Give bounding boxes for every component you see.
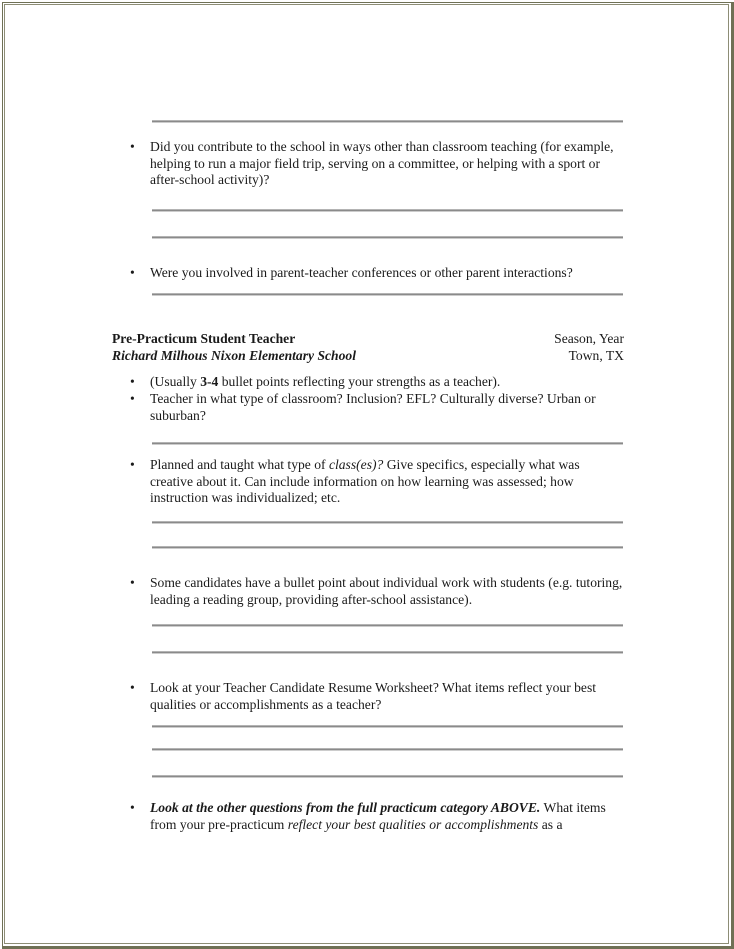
list-item-text: Were you involved in parent-teacher conferences or other parent interactions?	[150, 264, 573, 280]
bullet-icon: •	[130, 680, 135, 696]
text-run-bold: 3-4	[200, 374, 219, 390]
text-run: as a	[538, 816, 563, 832]
list-item-text	[150, 457, 624, 507]
section-school: Richard Milhous Nixon Elementary School	[112, 348, 356, 364]
bullet-icon: •	[130, 264, 135, 280]
bullet-icon: •	[130, 139, 135, 154]
text-run-italic: class(es)?	[328, 457, 384, 473]
text-run: Planned and taught what type of	[150, 457, 329, 473]
bullet-icon: •	[130, 457, 135, 473]
list-item-text: Teacher in what type of classroom? Inclusion? EFL? Culturally diverse? Urban or suburban?	[150, 390, 596, 423]
bullet-icon: •	[130, 374, 135, 390]
section-subheading-row	[112, 347, 624, 364]
list-item-text: Some candidates have a bullet point about individual work with students (e.g. tutoring, leading a reading group, providing after-school assistance).	[150, 574, 623, 607]
section-title: Pre-Practicum Student Teacher	[112, 331, 296, 347]
text-run: What items from your pre-practicum	[150, 800, 606, 832]
bullet-icon: •	[130, 574, 135, 590]
list-item	[112, 680, 624, 713]
bullet-icon: •	[130, 390, 135, 406]
section-heading-row	[112, 330, 624, 347]
text-run: (Usually	[150, 374, 201, 390]
section-date: Season, Year	[554, 331, 624, 347]
text-run-italic: reflect your best qualities or accomplishments	[287, 816, 539, 832]
list-item-text: Did you contribute to the school in ways other than classroom teaching (for example, helping to run a major field trip, serving on a committee, or helping with a sport or after-school activity)?	[150, 139, 614, 188]
list-item-text	[150, 800, 624, 833]
list-item-text: Look at your Teacher Candidate Resume Worksheet? What items reflect your best qualities or accomplishments as a teacher?	[150, 680, 597, 712]
list-item	[112, 575, 624, 608]
document-content	[112, 120, 624, 834]
bullet-icon: •	[130, 800, 135, 816]
text-run-bold-italic: Look at the other questions from the full practicum category ABOVE.	[150, 800, 541, 816]
list-item	[112, 457, 624, 507]
list-item	[112, 265, 624, 282]
section-location: Town, TX	[568, 348, 624, 364]
list-item	[112, 139, 624, 189]
list-item	[112, 800, 624, 833]
text-run: bullet points reflecting your strengths as a teacher).	[218, 374, 501, 390]
text-run: Give specifics, especially what was creative about it. Can include information on how learning was assessed; how instruction was individualized; etc.	[150, 457, 580, 506]
list-item	[112, 391, 624, 424]
list-item	[112, 374, 624, 391]
list-item-text	[150, 374, 624, 391]
